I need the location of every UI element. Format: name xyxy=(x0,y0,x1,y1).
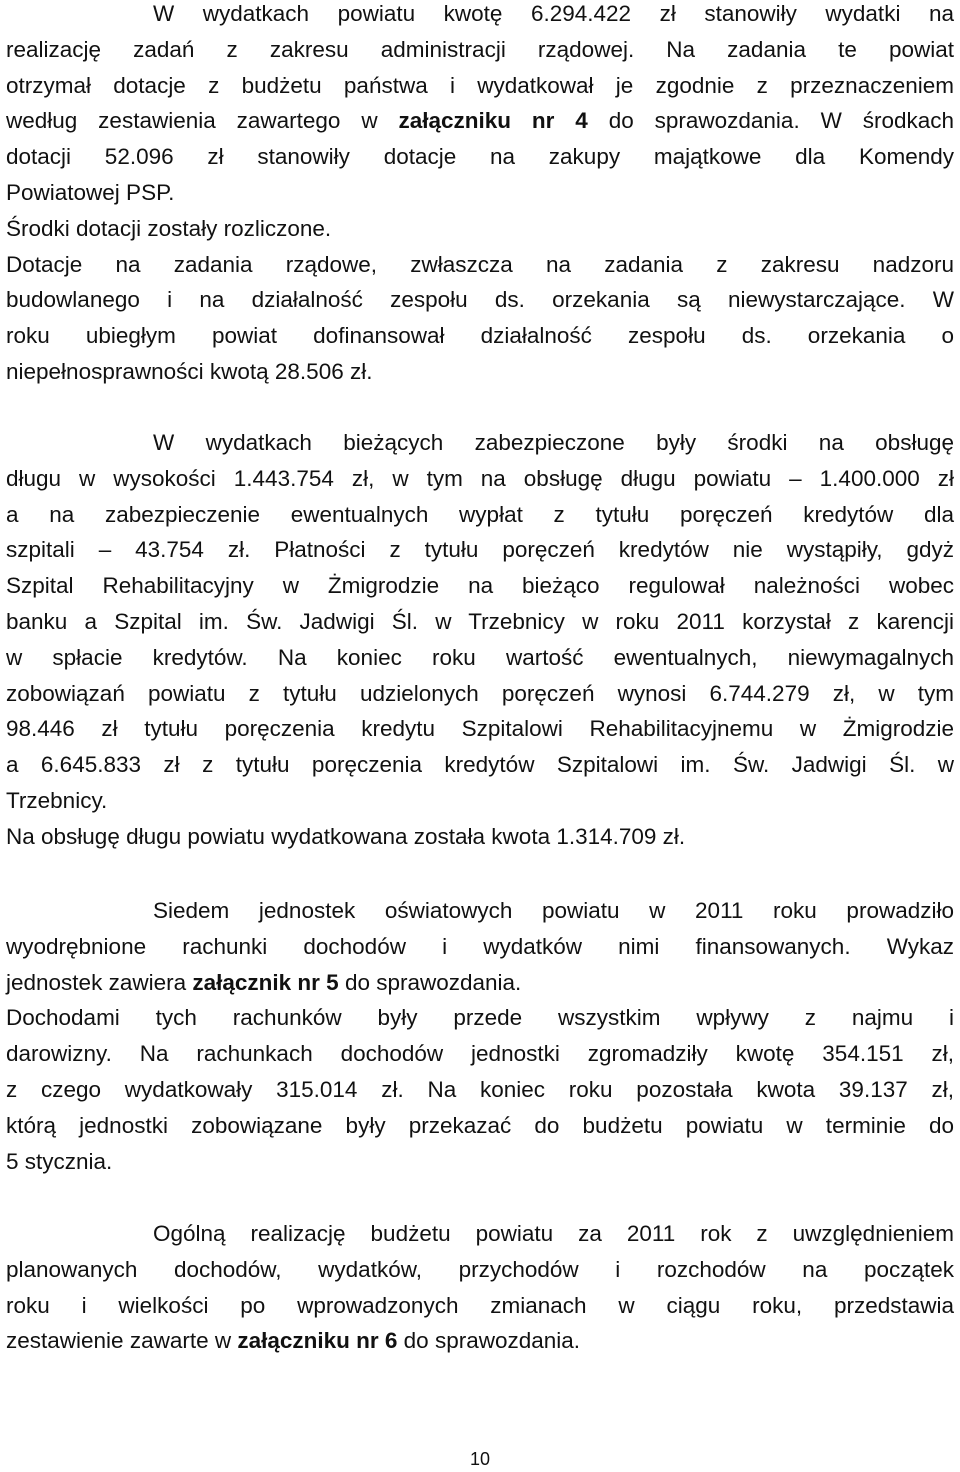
text-line: a 6.645.833 zł z tytułu poręczenia kredytów Szpitalowi im. Św. Jadwigi Śl. w xyxy=(6,752,954,778)
text-fragment: do sprawozdania. W środkach xyxy=(587,108,955,134)
text-line: otrzymał dotacje z budżetu państwa i wydatkował je zgodnie z przeznaczeniem xyxy=(6,72,954,98)
text-line: szpitali – 43.754 zł. Płatności z tytułu poręczeń kredytów nie wystąpiły, gdyż xyxy=(6,537,954,563)
paragraph-government-tasks xyxy=(6,0,954,390)
text-line: Trzebnicy. xyxy=(6,787,108,813)
text-line xyxy=(6,965,954,1001)
text-line: Na obsługę długu powiatu wydatkowana została kwota 1.314.709 zł. xyxy=(6,823,686,849)
text-line: Siedem jednostek oświatowych powiatu w 2011 roku prowadziło xyxy=(153,898,954,923)
text-fragment: do sprawozdania. xyxy=(397,1328,581,1354)
paragraph-budget-summary xyxy=(6,1216,954,1359)
text-line xyxy=(6,1323,954,1359)
text-line: Powiatowej PSP. xyxy=(6,179,175,205)
paragraph-educational-units xyxy=(6,893,954,1179)
text-line: wyodrębnione rachunki dochodów i wydatków nimi finansowanych. Wykaz xyxy=(6,933,954,959)
text-line: realizację zadań z zakresu administracji rządowej. Na zadania te powiat xyxy=(6,36,954,62)
text-line: Dotacje na zadania rządowe, zwłaszcza na zadania z zakresu nadzoru xyxy=(6,251,954,277)
text-line: Ogólną realizację budżetu powiatu za 2011 rok z uwzględnieniem xyxy=(153,1221,954,1246)
text-line: planowanych dochodów, wydatków, przychodów i rozchodów na początek xyxy=(6,1256,954,1282)
attachment-reference: załączniku nr 4 xyxy=(398,108,588,134)
text-line: Szpital Rehabilitacyjny w Żmigrodzie na bieżąco regulował należności wobec xyxy=(6,573,954,599)
text-line: Środki dotacji zostały rozliczone. xyxy=(6,215,332,241)
text-line: banku a Szpital im. Św. Jadwigi Śl. w Trzebnicy w roku 2011 korzystał z karencji xyxy=(6,608,954,634)
text-line: dotacji 52.096 zł stanowiły dotacje na zakupy majątkowe dla Komendy xyxy=(6,144,954,170)
text-line: niepełnosprawności kwotą 28.506 zł. xyxy=(6,358,373,384)
text-line: długu w wysokości 1.443.754 zł, w tym na obsługę długu powiatu – 1.400.000 zł xyxy=(6,465,954,491)
text-fragment: do sprawozdania. xyxy=(338,969,522,995)
text-line: W wydatkach bieżących zabezpieczone były środki na obsługę xyxy=(153,430,954,455)
attachment-reference: załącznik nr 5 xyxy=(192,969,339,995)
text-line: a na zabezpieczenie ewentualnych wypłat z tytułu poręczeń kredytów dla xyxy=(6,501,954,527)
text-line xyxy=(6,103,954,139)
text-fragment: jednostek zawiera xyxy=(6,969,193,995)
text-line: 98.446 zł tytułu poręczenia kredytu Szpitalowi Rehabilitacyjnemu w Żmigrodzie xyxy=(6,716,954,742)
text-line: zobowiązań powiatu z tytułu udzielonych poręczeń wynosi 6.744.279 zł, w tym xyxy=(6,680,954,706)
attachment-reference: załączniku nr 6 xyxy=(237,1328,398,1354)
paragraph-debt-service xyxy=(6,425,954,855)
text-line: Dochodami tych rachunków były przede wszystkim wpływy z najmu i xyxy=(6,1005,954,1031)
text-line: z czego wydatkowały 315.014 zł. Na koniec roku pozostała kwota 39.137 zł, xyxy=(6,1076,954,1102)
text-line: roku i wielkości po wprowadzonych zmianach w ciągu roku, przedstawia xyxy=(6,1292,954,1318)
page-number: 10 xyxy=(469,1449,491,1469)
text-line: darowizny. Na rachunkach dochodów jednostki zgromadziły kwotę 354.151 zł, xyxy=(6,1041,954,1067)
text-line: którą jednostki zobowiązane były przekazać do budżetu powiatu w terminie do xyxy=(6,1112,954,1138)
text-fragment: zestawienie zawarte w xyxy=(6,1328,238,1354)
text-fragment: według zestawienia zawartego w xyxy=(6,108,399,134)
text-line: roku ubiegłym powiat dofinansował działalność zespołu ds. orzekania o xyxy=(6,323,954,349)
text-line: W wydatkach powiatu kwotę 6.294.422 zł stanowiły wydatki na xyxy=(153,1,954,26)
text-line: 5 stycznia. xyxy=(6,1148,113,1174)
text-line: budowlanego i na działalność zespołu ds. orzekania są niewystarczające. W xyxy=(6,287,954,313)
text-line: w spłacie kredytów. Na koniec roku wartość ewentualnych, niewymagalnych xyxy=(6,644,954,670)
